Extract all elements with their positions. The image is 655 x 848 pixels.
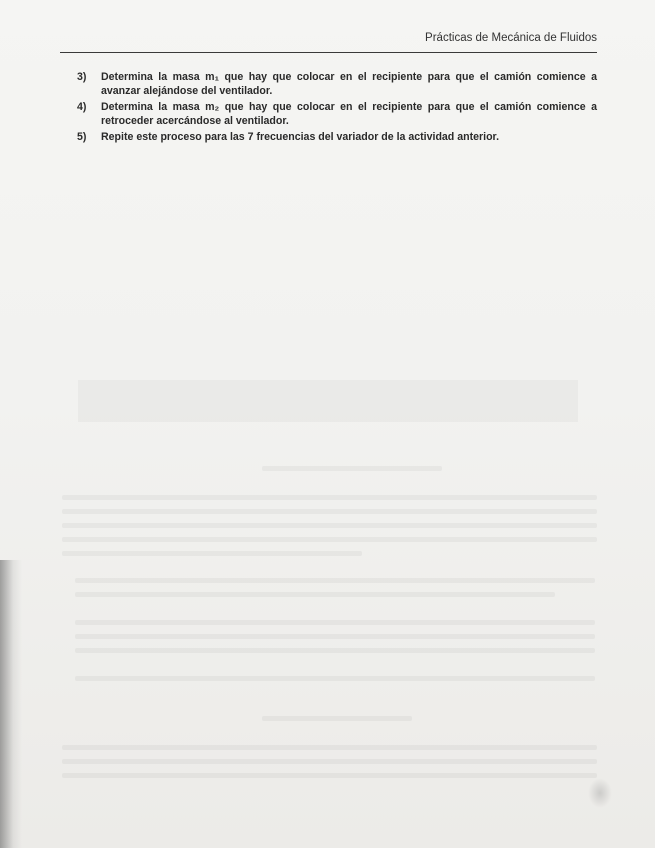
bleed-through-line [262, 716, 412, 721]
item-number: 3) [77, 71, 87, 83]
list-item [77, 130, 597, 144]
activity-steps-list [77, 70, 597, 146]
bleed-through-line [262, 466, 442, 471]
bleed-through-line [75, 578, 595, 583]
header-title: Prácticas de Mecánica de Fluidos [425, 32, 597, 44]
bleed-through-line [62, 773, 597, 778]
item-text: Repite este proceso para las 7 frecuencias del variador de la actividad anterior. [101, 131, 500, 143]
item-number: 4) [77, 101, 87, 113]
list-item [77, 100, 597, 128]
bleed-through-line [62, 537, 597, 542]
page-header [60, 30, 597, 53]
bleed-through-line [62, 509, 597, 514]
item-number: 5) [77, 131, 87, 143]
bleed-through-figure [78, 380, 578, 422]
item-text: Determina la masa m₁ que hay que colocar en el recipiente para que el camión comience a avanzar alejándose del ventilador. [101, 71, 597, 97]
list-item [77, 70, 597, 98]
scan-smudge [588, 778, 612, 808]
page-edge-shadow [0, 560, 22, 848]
bleed-through-line [62, 745, 597, 750]
bleed-through-line [75, 648, 595, 653]
bleed-through-line [75, 676, 595, 681]
bleed-through-line [62, 759, 597, 764]
bleed-through-line [62, 523, 597, 528]
bleed-through-line [75, 620, 595, 625]
bleed-through-line [62, 551, 362, 556]
bleed-through-line [62, 495, 597, 500]
bleed-through-line [75, 592, 555, 597]
item-text: Determina la masa m₂ que hay que colocar en el recipiente para que el camión comience a retroceder acercándose al ventilador. [101, 101, 597, 127]
bleed-through-line [75, 634, 595, 639]
